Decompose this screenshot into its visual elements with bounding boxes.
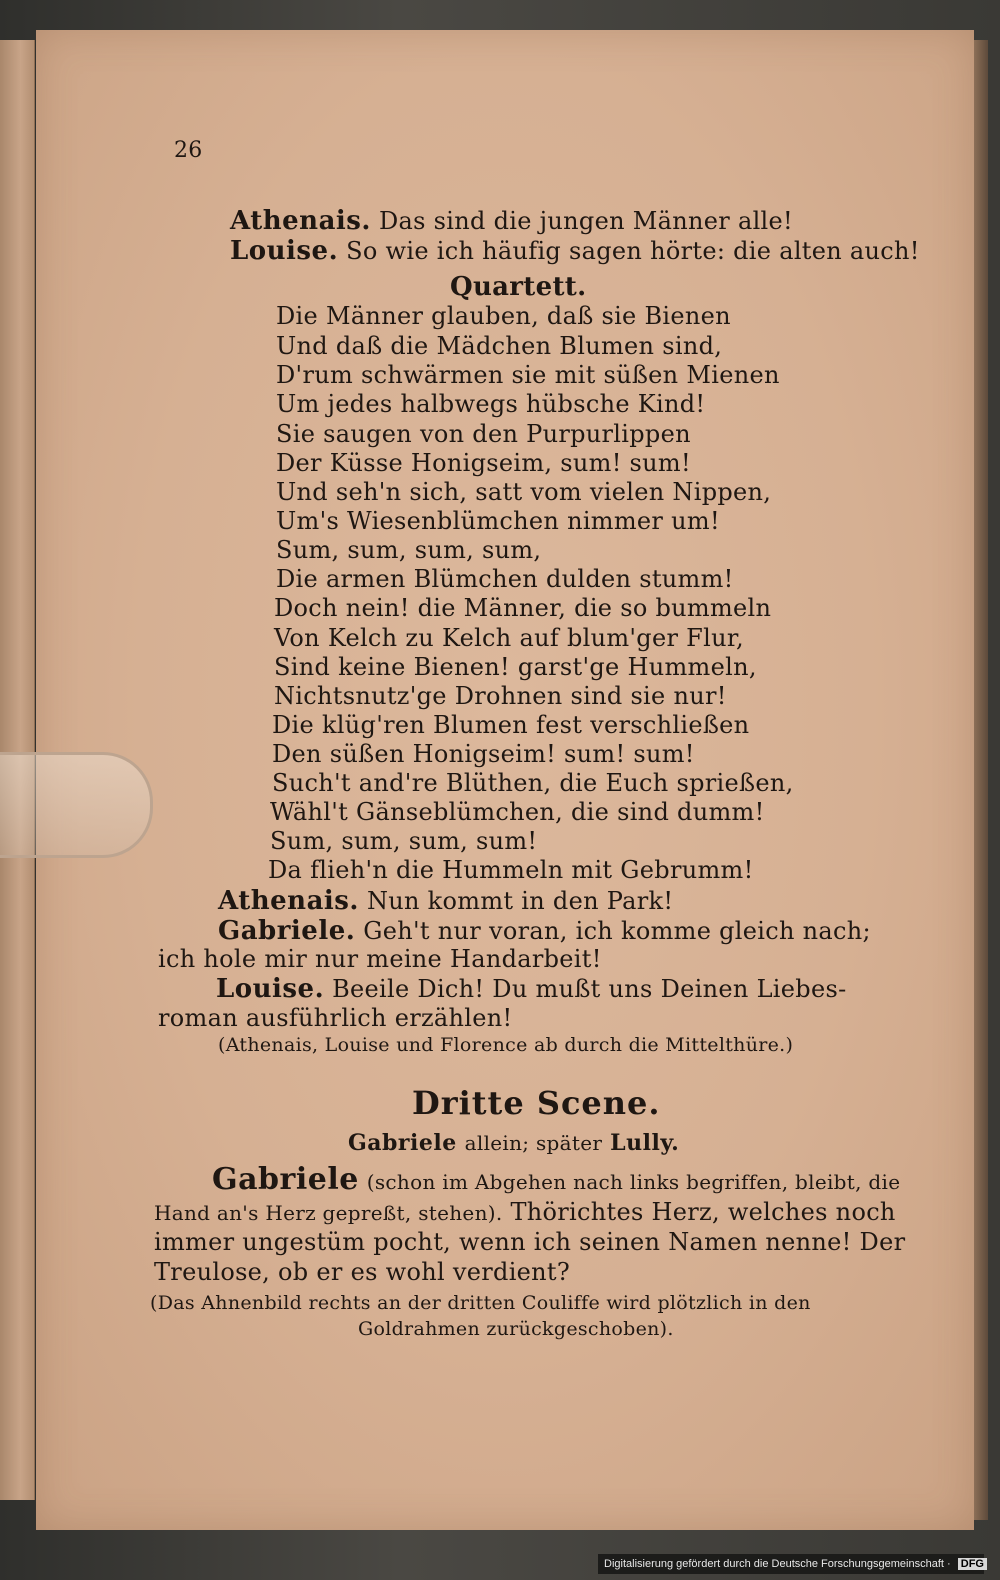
stage-direction: (schon im Abgehen nach links begriffen, bleibt, die <box>366 1170 901 1194</box>
speaker-name: Louise. <box>230 236 339 266</box>
speech-line: immer ungestüm pocht, wenn ich seinen Namen nenne! Der <box>154 1228 906 1256</box>
dialogue-continuation: roman ausführlich erzählen! <box>158 1004 513 1032</box>
verse-line: Der Küsse Honigseim, sum! sum! <box>276 449 691 477</box>
scene-title: Dritte Scene. <box>412 1084 661 1122</box>
cast-name: Lully. <box>610 1130 680 1156</box>
dialogue-text: Das sind die jungen Männer alle! <box>378 207 793 235</box>
dialogue-line <box>218 916 871 946</box>
page-number: 26 <box>174 138 203 163</box>
speech-line <box>212 1162 900 1197</box>
verse-line: Und seh'n sich, satt vom vielen Nippen, <box>276 478 772 506</box>
speaker-name: Athenais. <box>218 886 359 916</box>
dialogue-continuation: ich hole mir nur meine Handarbeit! <box>158 945 602 973</box>
dfg-logo: DFG <box>958 1558 987 1570</box>
verse-line: Sind keine Bienen! garst'ge Hummeln, <box>274 653 757 681</box>
verse-line: Um's Wiesenblümchen nimmer um! <box>276 507 720 535</box>
verse-line: Und daß die Mädchen Blumen sind, <box>276 332 723 360</box>
verse-line: Von Kelch zu Kelch auf blum'ger Flur, <box>274 624 744 652</box>
verse-line: Sum, sum, sum, sum, <box>276 536 542 564</box>
verse-line: Den süßen Honigseim! sum! sum! <box>272 740 695 768</box>
dialogue-text: Nun kommt in den Park! <box>366 887 674 915</box>
verse-line: Doch nein! die Männer, die so bummeln <box>274 594 772 622</box>
dialogue-line <box>230 236 920 266</box>
dialogue-line <box>218 886 673 916</box>
dialogue-text: So wie ich häufig sagen hörte: die alten auch! <box>346 237 920 265</box>
verse-line: Um jedes halbwegs hübsche Kind! <box>276 390 706 418</box>
speaker-name: Gabriele. <box>218 916 356 946</box>
verse-line: Die klüg'ren Blumen fest verschließen <box>272 711 750 739</box>
speaker-name: Athenais. <box>230 206 371 236</box>
verse-line: D'rum schwärmen sie mit süßen Mienen <box>276 361 780 389</box>
dialogue-text: Geh't nur voran, ich komme gleich nach; <box>363 917 871 945</box>
stage-direction: (Athenais, Louise und Florence ab durch die Mittelthüre.) <box>218 1034 794 1056</box>
book-page <box>36 30 974 1530</box>
dialogue-line <box>230 206 793 236</box>
speech-text: Thörichtes Herz, welches noch <box>510 1198 896 1226</box>
verse-line: Wähl't Gänseblümchen, die sind dumm! <box>270 798 765 826</box>
verse-line: Da flieh'n die Hummeln mit Gebrumm! <box>268 856 754 884</box>
verse-line: Die armen Blümchen dulden stumm! <box>276 565 734 593</box>
cast-note: allein; später <box>464 1131 603 1155</box>
digitization-footer <box>598 1554 984 1574</box>
verse-line: Sum, sum, sum, sum! <box>270 827 538 855</box>
stage-direction: Hand an's Herz gepreßt, stehen). <box>154 1201 503 1225</box>
verse-line: Sie saugen von den Purpurlippen <box>276 420 691 448</box>
scene-cast <box>348 1128 679 1156</box>
speech-line: Treulose, ob er es wohl verdient? <box>154 1258 571 1286</box>
footer-text: Digitalisierung gefördert durch die Deutsche Forschungsgemeinschaft · <box>604 1558 951 1570</box>
stage-direction: Goldrahmen zurückgeschoben). <box>358 1318 674 1340</box>
speech-line <box>154 1198 896 1226</box>
verse-line: Such't and're Blüthen, die Euch sprießen, <box>272 769 794 797</box>
speaker-name: Louise. <box>216 974 325 1004</box>
dialogue-text: Beeile Dich! Du mußt uns Deinen Liebes- <box>332 975 847 1003</box>
verse-line: Nichtsnutz'ge Drohnen sind sie nur! <box>274 682 727 710</box>
bookmark-tab <box>0 752 153 858</box>
stage-direction: (Das Ahnenbild rechts an der dritten Couliffe wird plötzlich in den <box>150 1292 811 1314</box>
quartet-heading: Quartett. <box>450 272 587 302</box>
speaker-name: Gabriele <box>212 1162 359 1197</box>
cast-name: Gabriele <box>348 1130 457 1156</box>
dialogue-line <box>216 974 846 1004</box>
verse-line: Die Männer glauben, daß sie Bienen <box>276 302 731 330</box>
